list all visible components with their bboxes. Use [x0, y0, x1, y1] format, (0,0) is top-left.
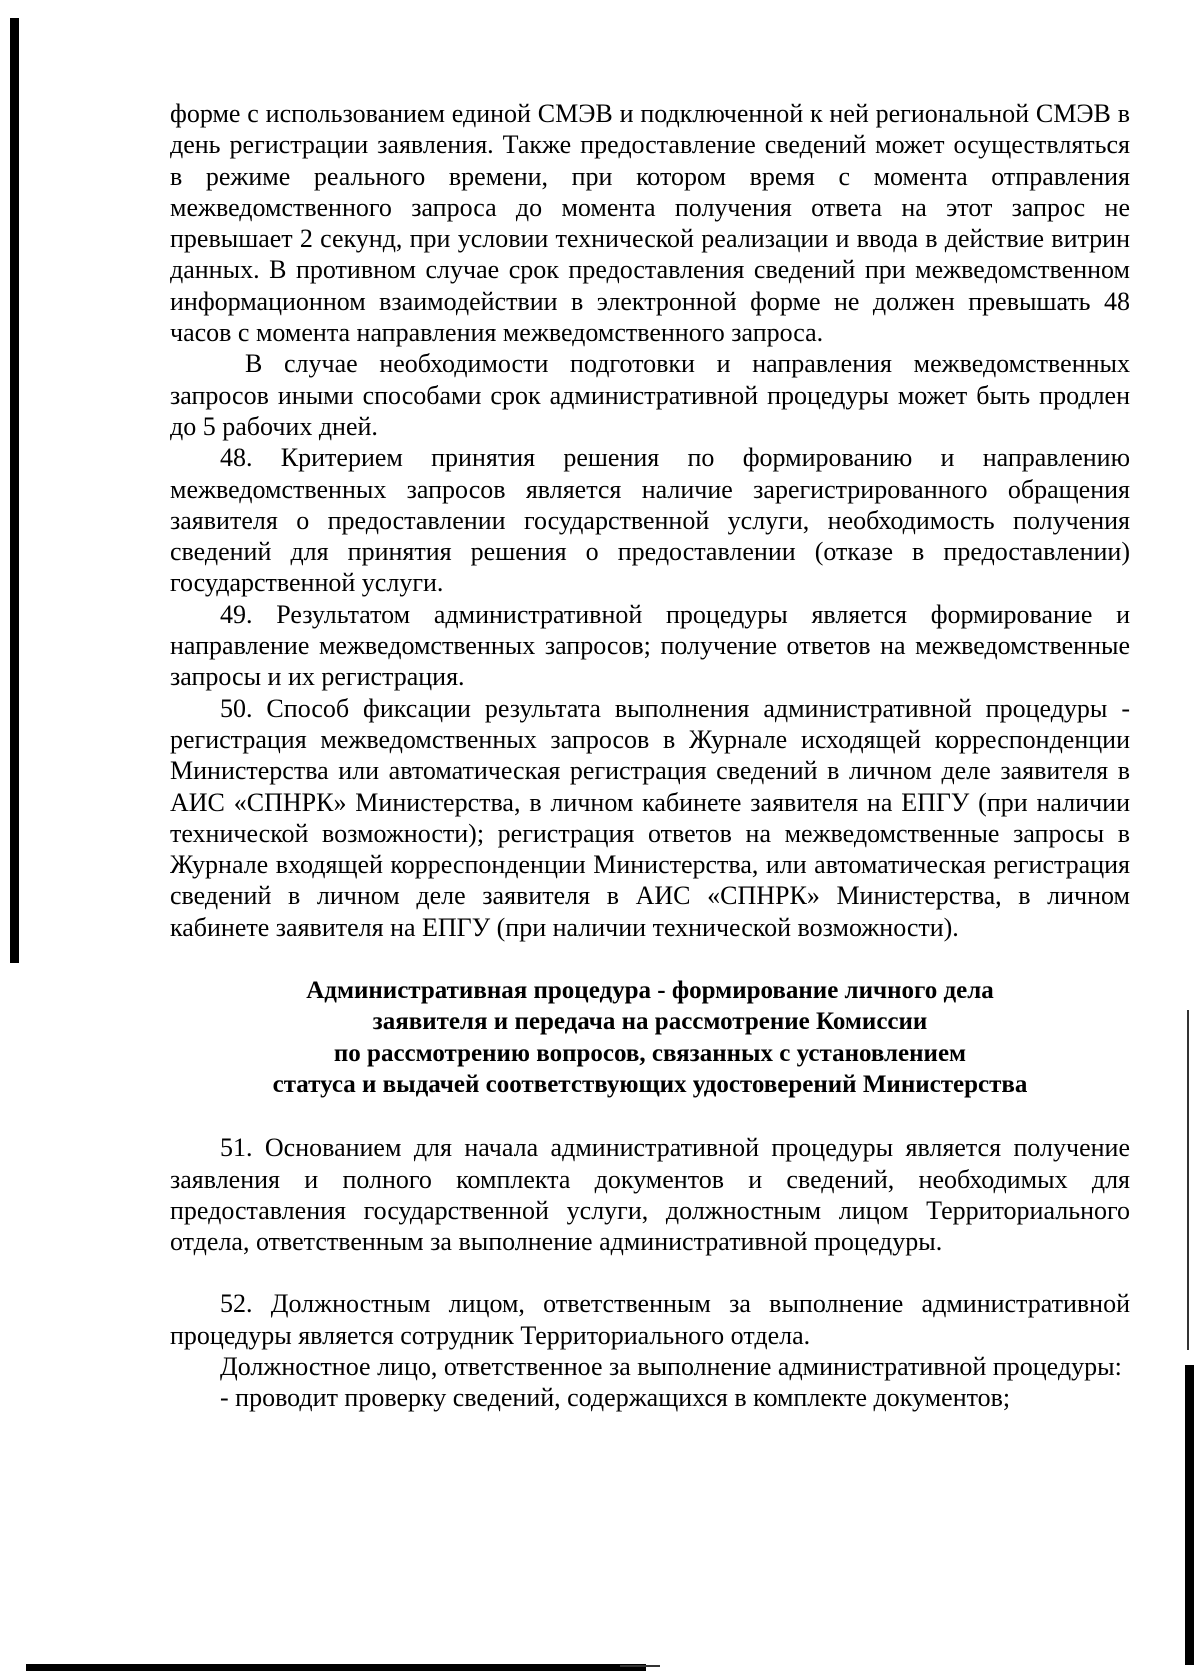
paragraph-50: 50. Способ фиксации результата выполнения административной процедуры - регистрация межведомственных запросов в Журнале исходящей корреспонденции Министерства или автоматическая регистрация сведений в личном деле заявителя в АИС «СПНРК» Министерства, в личном кабинете заявителя на ЕПГУ (при наличии технической возможности); регистрация ответов на межведомственные запросы в Журнале входящей корреспонденции Министерства, или автоматическая регистрация сведений в личном деле заявителя в АИС «СПНРК» Министерства, в личном кабинете заявителя на ЕПГУ (при наличии технической возможности).	[170, 693, 1130, 942]
scan-border-right-thin	[1187, 1010, 1189, 1350]
paragraph-52: 52. Должностным лицом, ответственным за выполнение административной процедуры является сотрудник Территориального отдела.	[170, 1289, 1130, 1350]
section-heading-line: по рассмотрению вопросов, связанных с установлением	[333, 1039, 967, 1067]
section-heading	[170, 975, 1130, 1100]
paragraph-49: 49. Результатом административной процедуры является формирование и направление межведомственных запросов; получение ответов на межведомственные запросы и их регистрация.	[170, 599, 1130, 692]
scan-border-left	[10, 18, 19, 963]
list-item-duty: - проводит проверку сведений, содержащихся в комплекте документов;	[220, 1383, 1011, 1413]
paragraph-48: 48. Критерием принятия решения по формированию и направлению межведомственных запросов является наличие зарегистрированного обращения заявителя о предоставлении государственной услуги, необходимость получения сведений для принятия решения о предоставлении (отказе в предоставлении) государственной услуги.	[170, 443, 1130, 598]
paragraph-continuation: форме с использованием единой СМЭВ и подключенной к ней региональной СМЭВ в день регистрации заявления. Также предоставление сведений может осуществляться в режиме реального времени, при котором время с момента отправления межведомственного запроса до момента получения ответа на этот запрос не превышает 2 секунд, при условии технической реализации и ввода в действие витрин данных. В противном случае срок предоставления сведений при межведомственном информационном взаимодействии в электронной форме не должен превышать 48 часов с момента направления межведомственного запроса.	[170, 99, 1130, 348]
paragraph-official-duties: Должностное лицо, ответственное за выполнение административной процедуры:	[220, 1351, 1122, 1381]
scan-border-right	[1185, 1365, 1194, 1665]
scan-border-bottom	[26, 1664, 646, 1671]
paragraph-extension: В случае необходимости подготовки и направления межведомственных запросов иными способами срок административной процедуры может быть продлен до 5 рабочих дней.	[170, 349, 1130, 441]
scan-border-bottom-thin	[620, 1665, 660, 1667]
paragraph-51: 51. Основанием для начала административной процедуры является получение заявления и полного комплекта документов и сведений, необходимых для предоставления государственной услуги, должностным лицом Территориального отдела, ответственным за выполнение административной процедуры.	[170, 1133, 1130, 1257]
section-heading-line: статуса и выдачей соответствующих удостоверений Министерства	[272, 1070, 1028, 1098]
section-heading-line: Административная процедура - формирование личного дела	[306, 977, 994, 1005]
document-page	[170, 98, 1130, 1414]
section-heading-line: заявителя и передача на рассмотрение Комиссии	[372, 1008, 928, 1036]
